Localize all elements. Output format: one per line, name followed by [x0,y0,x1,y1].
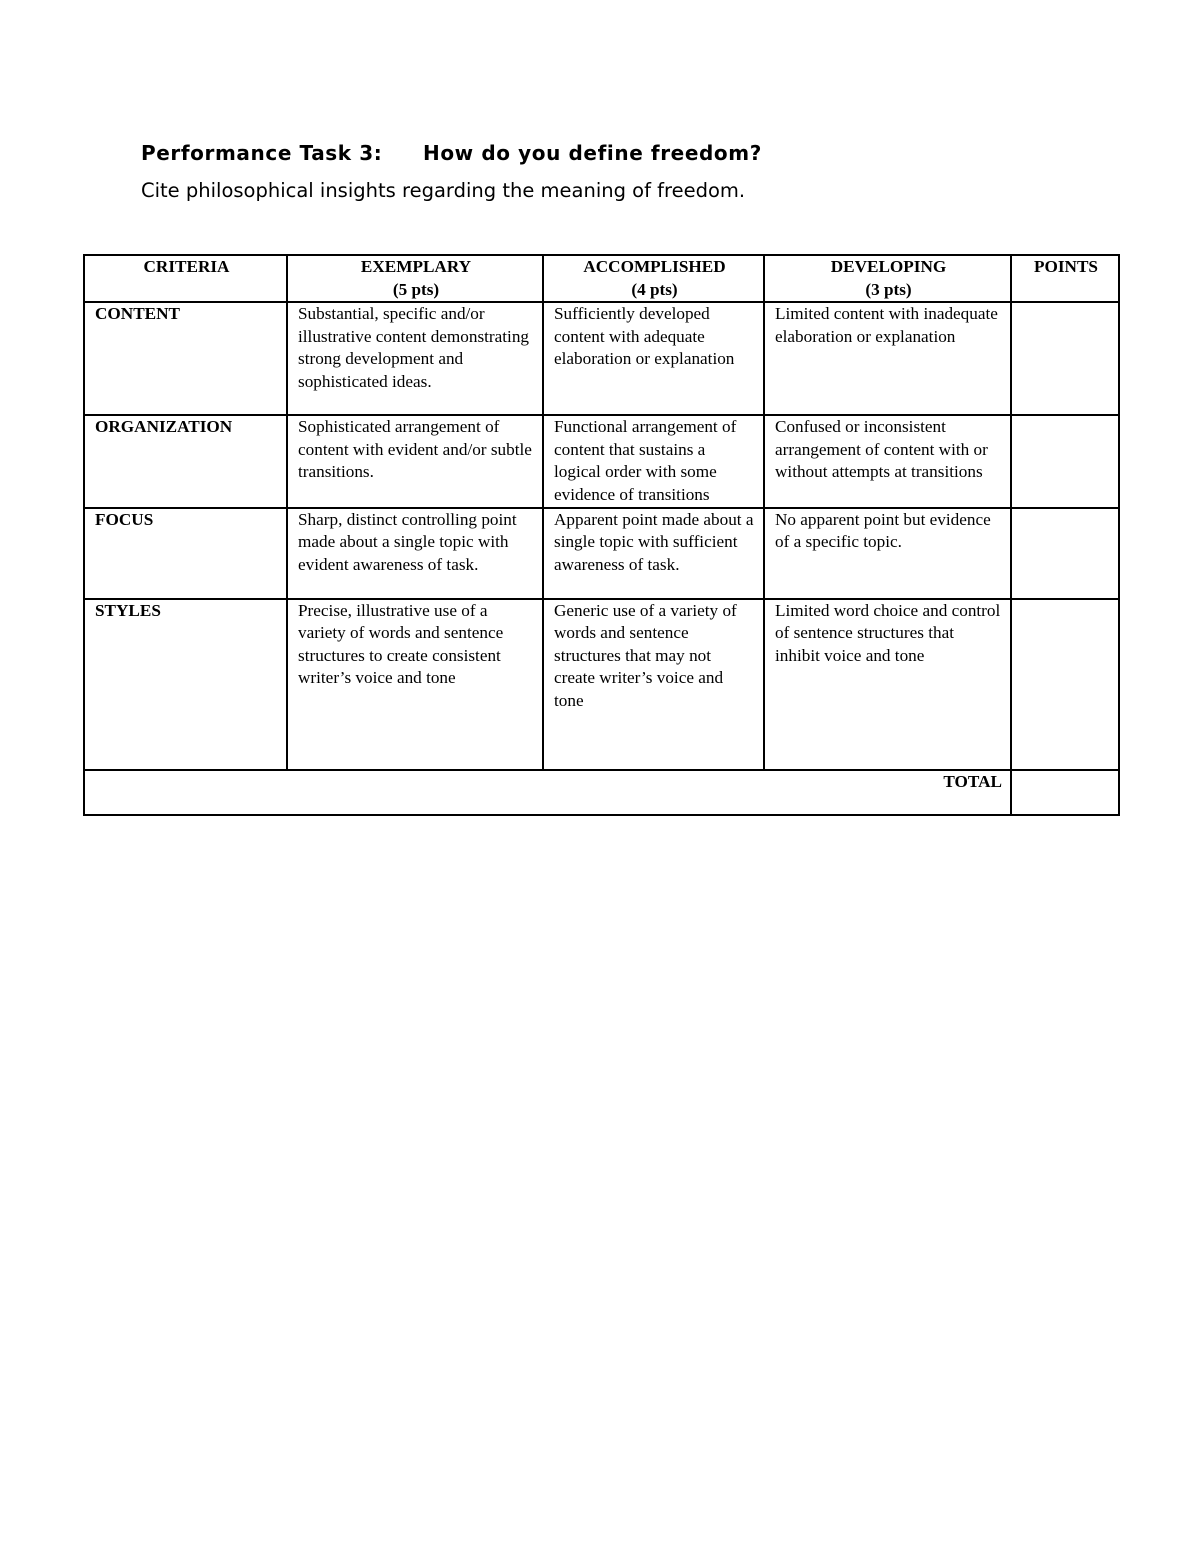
accomplished-cell: Apparent point made about a single topic with sufficient awareness of task. [543,508,764,599]
task-heading [141,141,762,165]
accomplished-cell: Generic use of a variety of words and sentence structures that may not create writer’s voice and tone [543,599,764,770]
points-cell [1011,302,1119,415]
task-label: Performance Task 3: [141,141,383,165]
exemplary-cell: Sharp, distinct controlling point made about a single topic with evident awareness of task. [287,508,543,599]
rubric-row-styles [84,599,1119,770]
developing-cell: Limited word choice and control of sentence structures that inhibit voice and tone [764,599,1011,770]
points-cell [1011,599,1119,770]
exemplary-points-label: (5 pts) [392,279,440,299]
points-cell [1011,508,1119,599]
task-instruction: Cite philosophical insights regarding the meaning of freedom. [141,179,746,202]
rubric-table [83,254,1120,816]
rubric-total-row [84,770,1119,815]
accomplished-cell: Functional arrangement of content that sustains a logical order with some evidence of transitions [543,415,764,507]
developing-cell: Limited content with inadequate elaboration or explanation [764,302,1011,415]
rubric-row-organization [84,415,1119,507]
accomplished-points-label: (4 pts) [631,279,678,299]
exemplary-cell: Substantial, specific and/or illustrative content demonstrating strong development and sophisticated ideas. [287,302,543,415]
rubric-row-content [84,302,1119,415]
developing-column-header [764,255,1011,302]
exemplary-column-header [287,255,543,302]
total-points-cell [1011,770,1119,815]
criteria-cell: STYLES [84,599,287,770]
developing-label: DEVELOPING [830,257,947,276]
criteria-cell: ORGANIZATION [84,415,287,507]
developing-cell: Confused or inconsistent arrangement of content with or without attempts at transitions [764,415,1011,507]
developing-cell: No apparent point but evidence of a specific topic. [764,508,1011,599]
points-cell [1011,415,1119,507]
points-column-header: POINTS [1011,255,1119,302]
exemplary-cell: Sophisticated arrangement of content with evident and/or subtle transitions. [287,415,543,507]
exemplary-cell: Precise, illustrative use of a variety of words and sentence structures to create consistent writer’s voice and tone [287,599,543,770]
criteria-cell: CONTENT [84,302,287,415]
total-label: TOTAL [84,770,1011,815]
rubric-row-focus [84,508,1119,599]
task-question: How do you define freedom? [423,141,762,165]
accomplished-column-header [543,255,764,302]
criteria-column-header: CRITERIA [84,255,287,302]
accomplished-cell: Sufficiently developed content with adequate elaboration or explanation [543,302,764,415]
exemplary-label: EXEMPLARY [360,257,472,276]
rubric-header-row [84,255,1119,302]
accomplished-label: ACCOMPLISHED [583,257,726,276]
criteria-cell: FOCUS [84,508,287,599]
developing-points-label: (3 pts) [865,279,912,299]
